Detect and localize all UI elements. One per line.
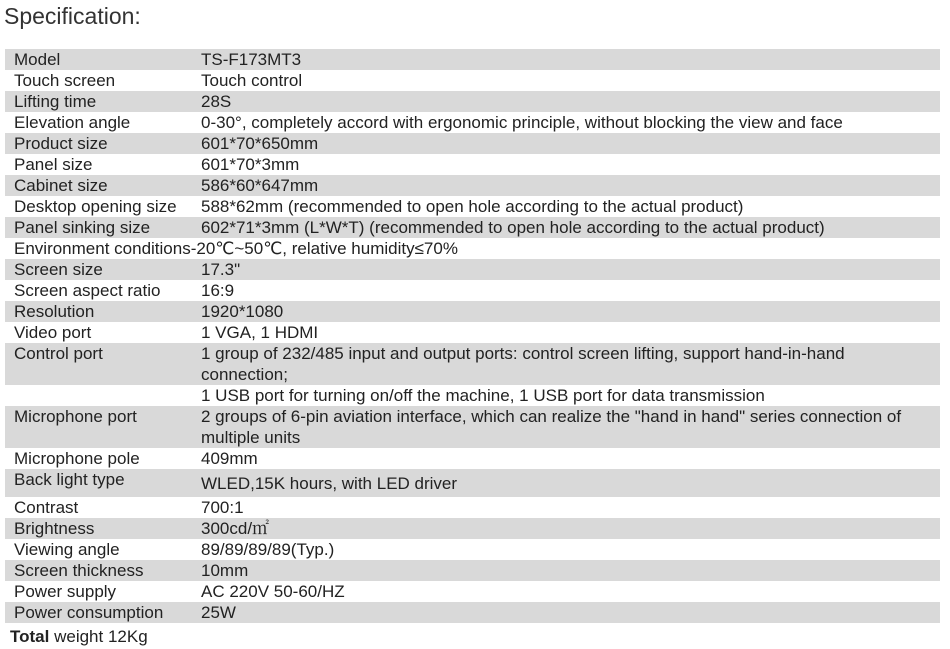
- table-row: [5, 469, 940, 497]
- table-row: [5, 448, 940, 469]
- table-row: [5, 560, 940, 581]
- spec-value: 588*62mm (recommended to open hole according to the actual product): [201, 197, 744, 216]
- spec-value: -20℃~50℃, relative humidity≤70%: [190, 239, 458, 258]
- spec-value: 602*71*3mm (L*W*T) (recommended to open hole according to the actual product): [201, 218, 825, 237]
- spec-value: 601*70*3mm: [201, 155, 300, 174]
- spec-key: Microphone port: [14, 407, 137, 426]
- spec-key: Model: [14, 50, 61, 69]
- spec-key: Screen size: [14, 260, 103, 279]
- page-title: Specification:: [4, 3, 141, 29]
- table-row: [5, 385, 940, 406]
- spec-key: Panel sinking size: [14, 218, 151, 237]
- spec-value: AC 220V 50-60/HZ: [201, 582, 345, 601]
- table-row: [5, 49, 940, 70]
- table-row: [5, 539, 940, 560]
- table-row: [5, 301, 940, 322]
- spec-value: 25W: [201, 603, 236, 622]
- table-row: [5, 343, 940, 385]
- table-row: [5, 154, 940, 175]
- table-row: [5, 91, 940, 112]
- spec-key: Microphone pole: [14, 449, 140, 468]
- spec-key: Lifting time: [14, 92, 97, 111]
- table-row: [5, 602, 940, 623]
- table-row: [5, 133, 940, 154]
- spec-key: Power supply: [14, 582, 117, 601]
- spec-key: Cabinet size: [14, 176, 108, 195]
- spec-value: 16:9: [201, 281, 235, 300]
- spec-key: Power consumption: [14, 603, 164, 622]
- spec-value: 10mm: [201, 561, 249, 580]
- spec-value: 0-30°, completely accord with ergonomic principle, without blocking the view and face: [201, 113, 843, 132]
- spec-value: 2 groups of 6-pin aviation interface, which can realize the "hand in hand" series connection of multiple units: [201, 407, 902, 447]
- spec-value: 17.3": [201, 260, 241, 279]
- table-row: [5, 322, 940, 343]
- table-row: [5, 112, 940, 133]
- spec-key: Resolution: [14, 302, 95, 321]
- spec-table: [5, 49, 940, 623]
- spec-key: [5, 385, 192, 406]
- spec-key: Elevation angle: [14, 113, 131, 132]
- spec-value: 1 group of 232/485 input and output ports: control screen lifting, support hand-in-hand connection;: [201, 344, 845, 384]
- spec-key: Back light type: [14, 470, 125, 489]
- spec-key: Screen aspect ratio: [14, 281, 161, 300]
- total-weight: [10, 626, 148, 647]
- spec-key: Touch screen: [14, 71, 116, 90]
- table-row: [5, 70, 940, 91]
- spec-key: Environment conditions: [14, 239, 191, 258]
- spec-value: TS-F173MT3: [201, 50, 302, 69]
- table-row: [5, 581, 940, 602]
- table-row: [5, 259, 940, 280]
- spec-key: Video port: [14, 323, 92, 342]
- table-row: [5, 196, 940, 217]
- spec-value: Touch control: [201, 71, 303, 90]
- spec-key: Contrast: [14, 498, 79, 517]
- table-row: [5, 175, 940, 196]
- spec-value: 586*60*647mm: [201, 176, 319, 195]
- spec-key: Viewing angle: [14, 540, 120, 559]
- spec-value: 1 VGA, 1 HDMI: [201, 323, 319, 342]
- total-label: Total: [10, 627, 50, 646]
- spec-key: Product size: [14, 134, 108, 153]
- table-row: [5, 238, 940, 259]
- spec-key: Control port: [14, 344, 103, 363]
- spec-value: 89/89/89/89(Typ.): [201, 540, 335, 559]
- spec-value: 409mm: [201, 449, 258, 468]
- table-row: [5, 497, 940, 518]
- spec-value: WLED,15K hours, with LED driver: [201, 474, 458, 493]
- total-value: weight 12Kg: [49, 627, 148, 646]
- spec-key: Desktop opening size: [14, 197, 177, 216]
- spec-value: 700:1: [201, 498, 244, 517]
- spec-key: Screen thickness: [14, 561, 144, 580]
- table-row: [5, 217, 940, 238]
- spec-value: 28S: [201, 92, 232, 111]
- spec-key: Panel size: [14, 155, 93, 174]
- table-row: [5, 280, 940, 301]
- spec-key: Brightness: [14, 519, 95, 538]
- spec-value: 300cd/㎡: [201, 519, 270, 538]
- table-row: [5, 406, 940, 448]
- table-row: [5, 518, 940, 539]
- spec-value: 1920*1080: [201, 302, 284, 321]
- spec-value: 601*70*650mm: [201, 134, 319, 153]
- spec-value: 1 USB port for turning on/off the machine, 1 USB port for data transmission: [201, 386, 765, 405]
